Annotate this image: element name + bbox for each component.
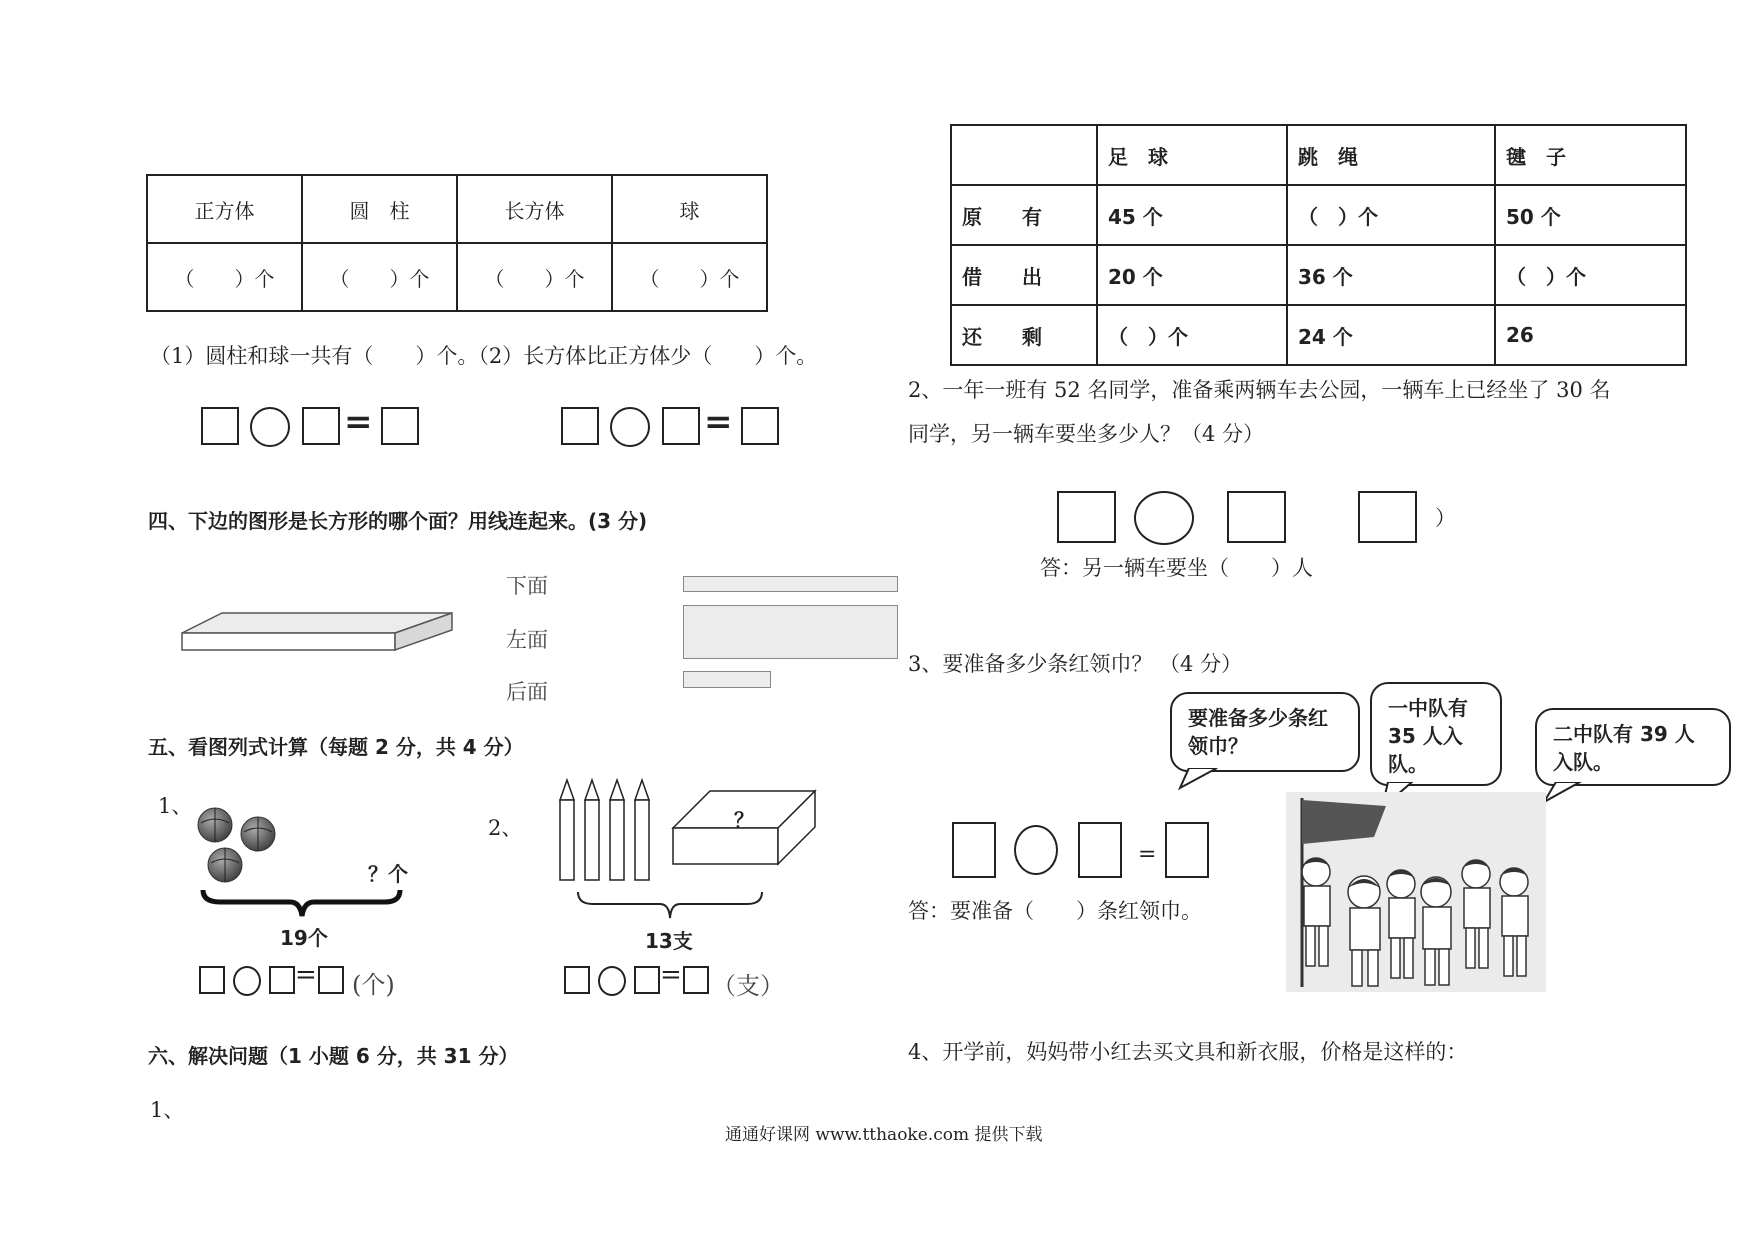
equals-sign: = [704,402,733,442]
table-header: 球 [612,175,767,243]
problem-1-unit: (个) [352,971,395,999]
pencils-figure [555,778,655,883]
speech-bubble: 要准备多少条红领巾？ [1170,692,1360,772]
problem-1-question: ？个 [368,862,408,886]
question-4-title: 4、开学前，妈妈带小红去买文具和新衣服，价格是这样的： [908,1040,1468,1064]
face-label-left: 左面 [506,628,548,652]
operator-circle [233,966,261,996]
answer-box [1165,822,1209,878]
problem-1-total: 19个 [280,926,328,950]
balls-figure [195,805,285,885]
answer-box [1227,491,1286,543]
children-flag-illustration [1286,792,1546,992]
row-label: 原 有 [951,185,1097,245]
answer-box [269,966,295,994]
bubble-tail [1175,768,1235,792]
section-6-q1: 1、 [150,1098,185,1122]
brace [575,888,765,924]
table-cell: 20 个 [1097,245,1287,305]
answer-box [952,822,996,878]
section-4-title: 四、下边的图形是长方形的哪个面？用线连起来。(3 分) [148,509,648,533]
operator-circle [610,407,650,447]
speech-bubble: 一中队有 35 人入队。 [1370,682,1502,786]
face-label-back: 后面 [506,680,548,704]
face-rectangle-back [683,671,771,688]
speech-bubble: 二中队有 39 人入队。 [1535,708,1731,786]
bubble-tail [1540,782,1590,806]
question-2-line-2: 同学，另一辆车要坐多少人？（4 分） [908,422,1265,446]
problem-2-number: 2、 [488,816,523,840]
table-header: 正方体 [147,175,302,243]
operator-circle [1134,491,1194,545]
table-cell: （ ）个 [1495,245,1686,305]
answer-box [741,407,779,445]
question-2-answer: 答：另一辆车要坐（ ）人 [1040,556,1313,580]
table-header: 跳 绳 [1287,125,1495,185]
table-header: 毽 子 [1495,125,1686,185]
row-label: 借 出 [951,245,1097,305]
question-2-line-1: 2、一年一班有 52 名同学，准备乘两辆车去公园，一辆车上已经坐了 30 名 [908,378,1611,402]
brace [200,886,405,922]
answer-box [1057,491,1116,543]
question-3-title: 3、要准备多少条红领巾？ （4 分） [908,652,1243,676]
question-line: （1）圆柱和球一共有（ ）个。（2）长方体比正方体少（ ）个。 [150,344,818,368]
equals-sign: = [660,960,682,990]
answer-box [199,966,225,994]
answer-box [1078,822,1122,878]
table-cell: 36 个 [1287,245,1495,305]
table-cell: 50 个 [1495,185,1686,245]
answer-box [561,407,599,445]
table-cell: （ ）个 [457,243,612,311]
table-header: 足 球 [1097,125,1287,185]
problem-1-number: 1、 [158,794,193,818]
answer-box [318,966,344,994]
sports-equipment-table [950,124,1687,366]
problem-2-unit: （支） [712,972,784,1000]
table-header: 圆 柱 [302,175,457,243]
face-rectangle-left [683,605,898,659]
section-6-title: 六、解决问题（1 小题 6 分，共 31 分） [148,1044,519,1068]
answer-box [683,966,709,994]
equals-sign: = [1138,842,1157,867]
shape-count-table [146,174,768,312]
cuboid-slab-figure [180,605,455,655]
answer-box [662,407,700,445]
face-rectangle-bottom [683,576,898,592]
operator-circle [1014,825,1058,875]
table-cell: （ ）个 [147,243,302,311]
table-cell: （ ）个 [1097,305,1287,365]
answer-box [381,407,419,445]
section-5-title: 五、看图列式计算（每题 2 分，共 4 分） [148,735,524,759]
problem-2-question: ？ [734,808,754,832]
table-header [951,125,1097,185]
equals-sign: = [344,402,373,442]
footer-credit: 通通好课网 www.tthaoke.com 提供下载 [725,1125,1043,1145]
table-header: 长方体 [457,175,612,243]
operator-circle [250,407,290,447]
answer-box [302,407,340,445]
problem-2-total: 13支 [645,929,693,953]
answer-box [634,966,660,994]
answer-box [201,407,239,445]
table-cell: （ ）个 [1287,185,1495,245]
table-cell: 24 个 [1287,305,1495,365]
answer-box [1358,491,1417,543]
table-cell: （ ）个 [302,243,457,311]
table-cell: 26 [1495,305,1686,365]
closing-paren: ） [1435,506,1456,530]
answer-box [564,966,590,994]
table-cell: （ ）个 [612,243,767,311]
operator-circle [598,966,626,996]
equals-sign: = [295,960,317,990]
table-cell: 45 个 [1097,185,1287,245]
face-label-bottom: 下面 [506,574,548,598]
question-3-answer: 答：要准备（ ）条红领巾。 [908,899,1202,923]
row-label: 还 剩 [951,305,1097,365]
